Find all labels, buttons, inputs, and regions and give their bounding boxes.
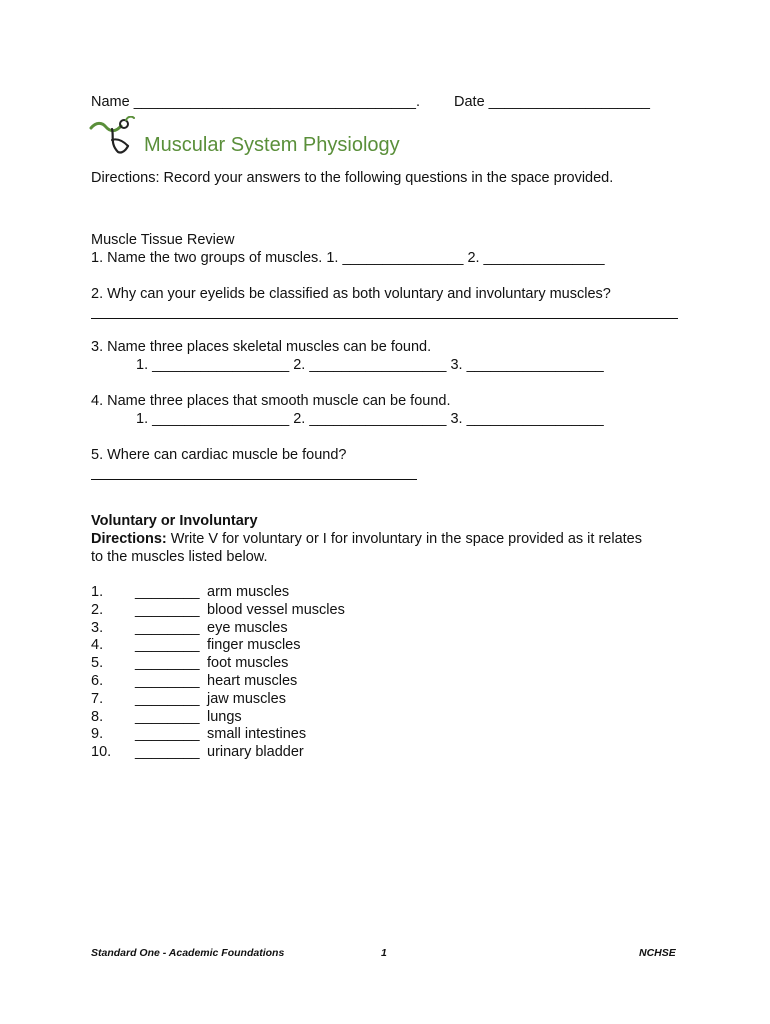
directions-label: Directions:: [91, 531, 167, 547]
question-3: 3. Name three places skeletal muscles can be found.: [91, 339, 432, 355]
footer-page-number: 1: [381, 947, 387, 959]
answer-blanks-q3[interactable]: 1. _________________ 2. _________________ 3. _________________: [136, 357, 604, 373]
directions-text-line2: to the muscles listed below.: [91, 549, 268, 565]
answer-line-q2[interactable]: [91, 318, 678, 319]
answer-blank[interactable]: ________: [135, 601, 200, 618]
footer-standard: Standard One - Academic Foundations: [91, 947, 285, 959]
list-item-number: 6.: [91, 673, 104, 689]
answer-blank[interactable]: ________: [135, 744, 200, 761]
list-item-number: 2.: [91, 601, 104, 618]
list-item-number: 4.: [91, 637, 104, 654]
question-1[interactable]: 1. Name the two groups of muscles. 1. _______________ 2. _______________: [91, 250, 605, 266]
question-2: 2. Why can your eyelids be classified as both voluntary and involuntary muscles?: [91, 286, 611, 302]
answer-blank[interactable]: ________: [135, 619, 200, 636]
list-item-label: jaw muscles: [207, 690, 286, 707]
list-item-number: 7.: [91, 690, 104, 707]
answer-blank[interactable]: ________: [135, 708, 200, 725]
list-item-label: finger muscles: [207, 637, 301, 654]
footer-organization: NCHSE: [639, 947, 676, 959]
list-item-label: lungs: [207, 708, 242, 725]
answer-blank[interactable]: ________: [135, 690, 200, 707]
answer-line-q5[interactable]: [91, 479, 417, 480]
date-field-label[interactable]: Date ____________________: [454, 94, 650, 110]
list-item-label: small intestines: [207, 726, 307, 743]
list-item-label: heart muscles: [207, 673, 298, 689]
directions-text-line1: Write V for voluntary or I for involuntary in the space provided as it relates: [166, 531, 642, 547]
answer-blank[interactable]: ________: [135, 655, 200, 672]
section-heading-voluntary: Voluntary or Involuntary: [91, 513, 258, 529]
list-item-number: 1.: [91, 584, 104, 600]
page-title: Muscular System Physiology: [144, 134, 400, 156]
answer-blank[interactable]: ________: [135, 673, 200, 689]
question-5: 5. Where can cardiac muscle be found?: [91, 447, 347, 463]
list-item-number: 3.: [91, 619, 104, 636]
list-item-number: 8.: [91, 708, 104, 725]
list-item-label: foot muscles: [207, 655, 289, 672]
answer-blank[interactable]: ________: [135, 637, 200, 654]
question-4: 4. Name three places that smooth muscle can be found.: [91, 393, 451, 409]
apple-figure-icon: [88, 116, 138, 156]
list-item-label: urinary bladder: [207, 744, 304, 761]
list-item-number: 10.: [91, 744, 112, 761]
directions-text: Directions: Record your answers to the following questions in the space provided.: [91, 170, 614, 186]
list-item-label: arm muscles: [207, 584, 290, 600]
answer-blanks-q4[interactable]: 1. _________________ 2. _________________ 3. _________________: [136, 411, 604, 427]
section-heading-muscle-tissue: Muscle Tissue Review: [91, 232, 235, 248]
list-item-label: eye muscles: [207, 619, 288, 636]
list-item-label: blood vessel muscles: [207, 601, 345, 618]
answer-blank[interactable]: ________: [135, 584, 200, 600]
list-item-number: 9.: [91, 726, 104, 743]
list-item-number: 5.: [91, 655, 104, 672]
name-field-label[interactable]: Name ___________________________________.: [91, 94, 420, 110]
section2-directions: [91, 532, 642, 547]
answer-blank[interactable]: ________: [135, 726, 200, 743]
